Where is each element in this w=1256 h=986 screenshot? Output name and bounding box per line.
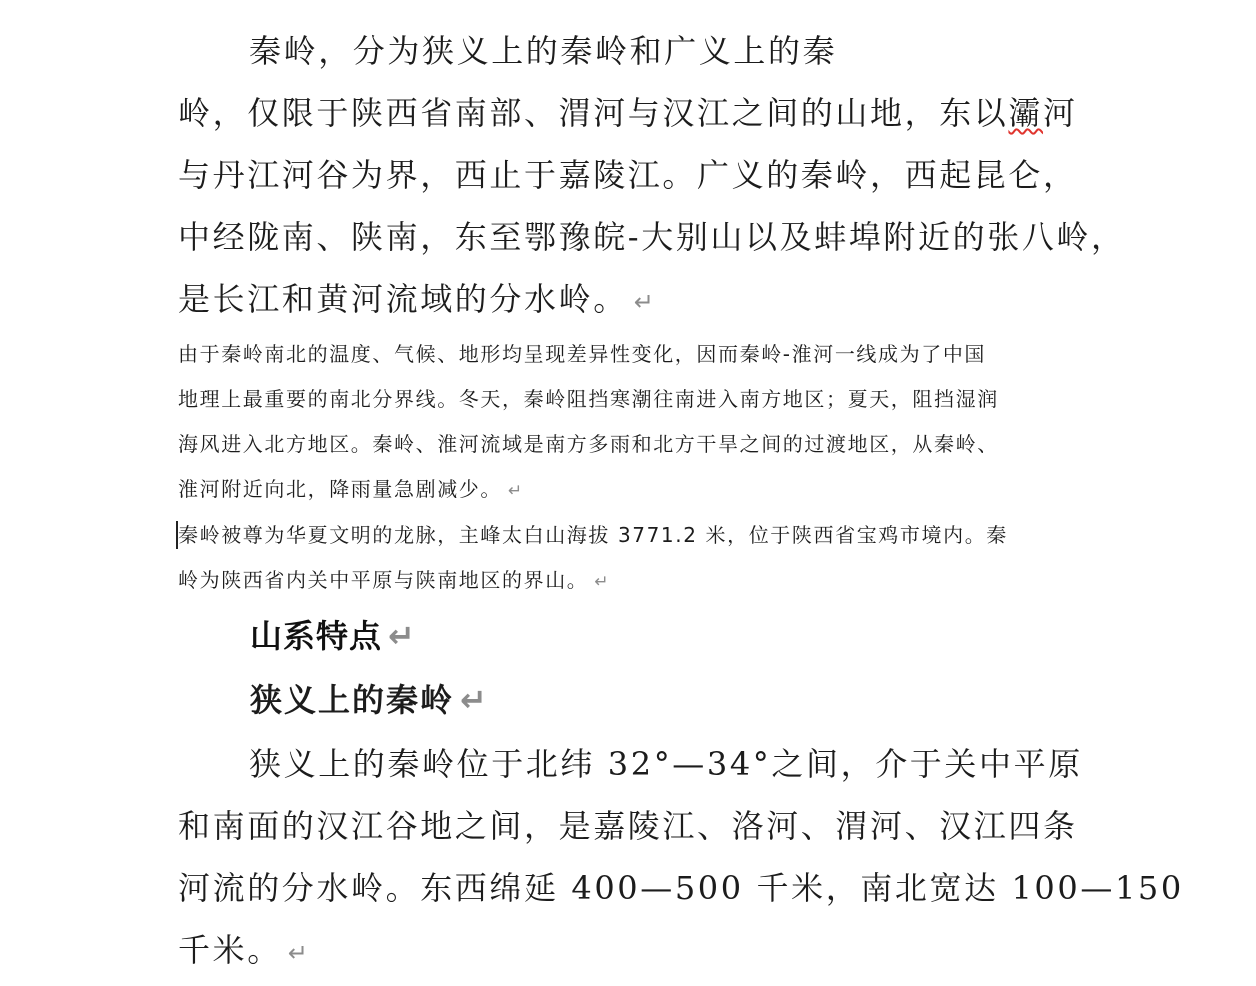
text-line-content: 千米。: [178, 931, 282, 969]
paragraph-mark-icon: ↵: [594, 572, 611, 592]
text-line-content: 河流的分水岭。东西绵延 400—500 千米，南北宽达 100—150: [178, 869, 1184, 907]
text-line: [178, 733, 1184, 795]
spelling-flagged-word[interactable]: 灞: [1008, 94, 1044, 132]
section-heading: [250, 612, 416, 660]
text-line: [178, 558, 1008, 605]
text-line: [178, 467, 999, 514]
text-line-content: 岭，仅限于陕西省南部、渭河与汉江之间的山地，东以: [178, 94, 1009, 132]
text-line-content: 狭义上的秦岭位于北纬 32°—34°之间，介于关中平原: [249, 745, 1083, 783]
paragraph-narrow-qinling: [178, 733, 1184, 984]
text-line-content: 与丹江河谷为界，西止于嘉陵江。广义的秦岭，西起昆仑，: [178, 156, 1078, 194]
text-line: [178, 20, 1126, 82]
text-line: [178, 82, 1126, 144]
text-line-content: 由于秦岭南北的温度、气候、地形均呈现差异性变化，因而秦岭-淮河一线成为了中国: [178, 342, 987, 366]
text-line-content: 海风进入北方地区。秦岭、淮河流域是南方多雨和北方干旱之间的过渡地区，从秦岭、: [178, 432, 999, 456]
paragraph-mark-icon: ↵: [460, 681, 489, 719]
section-subheading-text: 狭义上的秦岭: [250, 681, 455, 719]
text-line-content: 和南面的汉江谷地之间，是嘉陵江、洛河、渭河、汉江四条: [178, 807, 1078, 845]
text-line-content: 中经陇南、陕南，东至鄂豫皖-大别山以及蚌埠附近的张八岭，: [178, 218, 1126, 256]
text-line: [178, 377, 999, 422]
text-line-content: 河: [1043, 94, 1078, 132]
text-line: [178, 795, 1184, 857]
text-line: [178, 857, 1184, 919]
paragraph-mark-icon: ↵: [633, 288, 657, 316]
text-line-content: 淮河附近向北，降雨量急剧减少。: [178, 477, 502, 501]
text-line-content: 地理上最重要的南北分界线。冬天，秦岭阻挡寒潮往南进入南方地区；夏天，阻挡湿润: [178, 387, 999, 411]
text-line-content: 岭为陕西省内关中平原与陕南地区的界山。: [178, 568, 589, 592]
paragraph-mark-icon: ↵: [508, 481, 524, 501]
text-line: [178, 919, 1184, 984]
text-line: [178, 513, 1008, 558]
paragraph-qinling-definition: [178, 20, 1126, 333]
text-line: [178, 144, 1126, 206]
section-subheading: [250, 676, 489, 724]
section-heading-text: 山系特点: [250, 617, 383, 655]
paragraph-boundary-line: [178, 332, 999, 514]
text-line: [178, 332, 999, 377]
paragraph-mark-icon: ↵: [388, 617, 416, 655]
text-line: [178, 422, 999, 467]
text-line-content: 是长江和黄河流域的分水岭。: [178, 280, 628, 318]
paragraph-dragon-vein: [178, 513, 1008, 605]
text-line-content: 秦岭被尊为华夏文明的龙脉，主峰太白山海拔 3771.2 米，位于陕西省宝鸡市境内。秦: [178, 523, 1008, 547]
text-line: [178, 206, 1126, 268]
text-line-content: 秦岭，分为狭义上的秦岭和广义上的秦: [249, 32, 838, 70]
text-line: [178, 268, 1126, 333]
paragraph-mark-icon: ↵: [287, 939, 311, 967]
